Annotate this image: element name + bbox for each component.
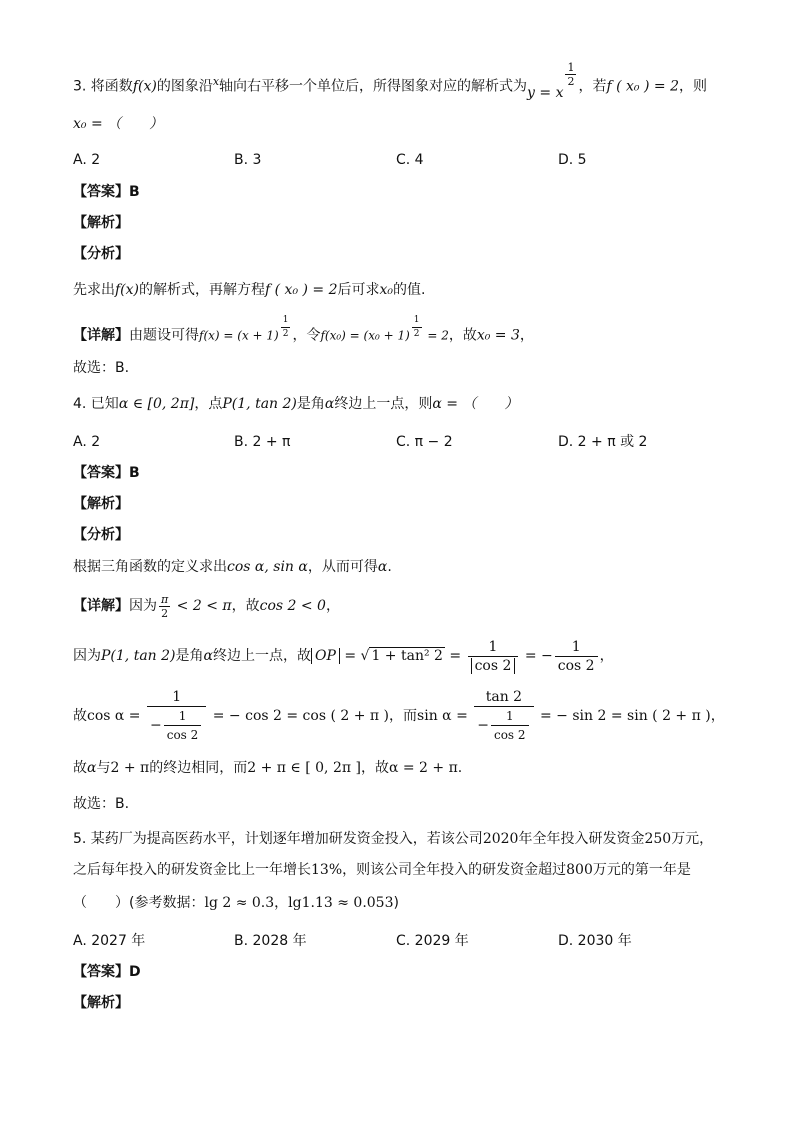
- q5-line2-b: ，则该公司全年投入的研发资金超过: [342, 862, 567, 878]
- q4-alpha: α: [324, 396, 335, 412]
- q3-detail-exp1-den: 2: [282, 329, 289, 339]
- q4-d3-siden: cos 2: [493, 728, 526, 742]
- q5-ref1: lg 2 ≈ 0.3: [204, 895, 275, 911]
- q3-analysis: [73, 280, 426, 300]
- q3-detail-expr1: f(x) = (x + 1): [199, 328, 279, 343]
- q4-d1-frac: [159, 593, 170, 620]
- q4-stem-d: 终边上一点，则: [334, 396, 433, 412]
- q4-d3-end: ，: [710, 708, 725, 724]
- q4-d2-end: ，: [599, 648, 614, 664]
- q4-option-c: C. π − 2: [396, 434, 453, 450]
- q3-analysis-a: 先求出: [73, 282, 115, 298]
- q4-d3-sin: sin α =: [417, 708, 473, 724]
- q4-answer: 【答案】B: [73, 465, 140, 481]
- q5-line3-c: ): [393, 895, 399, 911]
- q4-d3-a: 故: [73, 708, 87, 724]
- q4-analysis-b: ，从而可得: [307, 559, 378, 575]
- q5-option-b: B. 2028 年: [234, 933, 307, 949]
- q3-exp-num: 1: [567, 61, 575, 75]
- q3-stem-text-d: ，若: [578, 78, 607, 95]
- q4-d3-srest: = − sin 2 = sin ( 2 + π ): [535, 708, 711, 724]
- q3-analysis-d: 后可求: [337, 282, 380, 298]
- q3-condition: f ( x₀ ) = 2: [606, 78, 679, 95]
- q3-stem-text-e: ，则: [679, 78, 707, 95]
- q4-d3-sfrac: [474, 688, 533, 744]
- q3-detail-a: 由题设可得: [129, 327, 199, 344]
- q4-d2-alpha: α: [203, 648, 213, 664]
- q4-analysis-expr: cos α, sin α: [227, 559, 308, 575]
- q3-exp-den: 2: [567, 75, 575, 89]
- q4-d4-d: ，故: [360, 760, 389, 776]
- q4-d4-expr: 2 + π: [110, 760, 150, 776]
- q3-fx: f(x): [132, 78, 157, 95]
- q4-d4-expr3: α = 2 + π: [388, 760, 458, 776]
- q5-ref2: lg1.13 ≈ 0.053: [288, 895, 394, 911]
- q4-d2-eq2: =: [444, 648, 466, 664]
- q4-d1-pi: π: [161, 592, 169, 606]
- q5-jiexi: 【解析】: [73, 995, 129, 1011]
- q4-cond1: α ∈ [0, 2π]: [118, 396, 195, 412]
- q4-option-b: B. 2 + π: [234, 434, 291, 450]
- q4-jiexi: 【解析】: [73, 496, 129, 512]
- q3-option-b: B. 3: [234, 152, 262, 168]
- q4-d2-num: 1: [468, 638, 519, 657]
- q5-line1-c: 万元，: [671, 831, 714, 847]
- q3-ask: x₀ = （ ）: [73, 116, 164, 132]
- q3-detail-exp1-num: 1: [281, 314, 291, 328]
- q4-stem-c: 是角: [296, 396, 325, 412]
- q5-target: 800: [566, 862, 593, 878]
- q4-d2-sqrt: 1 + tan² 2: [371, 648, 443, 664]
- q5-stem-line2: [73, 860, 691, 880]
- q4-stem-b: ，点: [194, 396, 223, 412]
- q3-detail-exp1: [281, 314, 291, 341]
- q3-detail-b: ，令: [292, 327, 321, 344]
- q4-d2-op: OP: [311, 648, 340, 664]
- q5-line2-a: 之后每年投入的研发资金比上一年增长: [73, 862, 311, 878]
- q3-detail-exp2-num: 1: [412, 314, 422, 328]
- q3-fenxi: 【分析】: [73, 246, 129, 262]
- q5-option-a: A. 2027 年: [73, 933, 146, 949]
- q3-analysis-f2: 的值.: [393, 282, 426, 298]
- q3-detail-exp2-den: 2: [413, 329, 420, 339]
- q4-d3-b: ，而: [389, 708, 418, 724]
- q4-d3-iden: cos 2: [166, 728, 199, 742]
- q5-line1-a: 5. 某药厂为提高医药水平，计划逐年增加研发资金投入，若该公司: [73, 831, 483, 847]
- q4-fenxi: 【分析】: [73, 527, 129, 543]
- q4-d3-inum: 1: [164, 707, 202, 726]
- q3-detail-expr2: f(x₀) = (x₀ + 1): [320, 328, 410, 343]
- q4-d2-eq: =: [339, 648, 361, 664]
- q4-detail-line3: [73, 686, 725, 746]
- q4-detail-line2: 因为P(1, tan 2)是角α终边上一点，故 OP = √ 1 + tan² 2 = $\frac{1}{\cos 2}$ = − $\frac{1}{\cos 2}$ ，: [73, 638, 614, 674]
- q4-d1-a: 因为: [129, 598, 157, 614]
- q3-expr-y: y = x: [527, 84, 564, 101]
- q3-option-d: D. 5: [558, 152, 587, 168]
- q3-detail-exp2: [412, 314, 422, 341]
- q4-d1-d: cos 2 < 0: [259, 598, 326, 614]
- q3-stem-line2: [73, 114, 163, 134]
- q4-stem-a: 4. 已知: [73, 396, 119, 412]
- q5-line3-b: ，: [274, 895, 289, 911]
- q4-analysis-d: .: [387, 559, 392, 575]
- q4-analysis-c: α: [377, 559, 388, 575]
- q3-final: 故选：B.: [73, 360, 130, 376]
- q5-stem-line1: [73, 829, 713, 849]
- q4-ask: α = （ ）: [432, 396, 519, 412]
- q4-d2-frac2: [555, 638, 598, 675]
- q3-detail: [73, 315, 534, 349]
- q3-exponent: [565, 61, 576, 88]
- q4-d3-rest: = − cos 2 = cos ( 2 + π ): [208, 708, 390, 724]
- q3-analysis-f: f(x): [115, 282, 140, 298]
- q4-d4-e: .: [457, 760, 463, 776]
- q3-x-axis: x: [212, 75, 220, 88]
- q5-line3-a: （ ）(参考数据：: [73, 895, 205, 911]
- q3-stem-text-b: 的图象沿: [156, 78, 213, 95]
- q5-stem-line3: [73, 893, 399, 913]
- q5-answer: 【答案】D: [73, 964, 141, 980]
- q3-stem-line1: [73, 61, 707, 101]
- q5-line1-b: 年全年投入研发资金: [518, 831, 645, 847]
- q5-line2-c: 万元的第一年是: [592, 862, 691, 878]
- q5-year: 2020: [482, 831, 519, 847]
- q4-d1-e: ，: [325, 598, 340, 614]
- q3-answer: 【答案】B: [73, 184, 140, 200]
- q4-d2-c: 终边上一点，故: [212, 648, 311, 664]
- q4-d4-c: 的终边相同，而: [149, 760, 248, 776]
- q4-d3-cos: cos α =: [87, 708, 145, 724]
- q4-d4-expr2: 2 + π ∈ [ 0, 2π ]: [247, 760, 361, 776]
- q4-final: 故选：B.: [73, 796, 130, 812]
- q3-option-c: C. 4: [396, 152, 424, 168]
- q4-d1-c: ，故: [231, 598, 260, 614]
- q4-option-d: D. 2 + π 或 2: [558, 434, 648, 450]
- q4-analysis: [73, 557, 392, 577]
- q4-d4-b: 与: [96, 760, 111, 776]
- q4-d2-b: 是角: [175, 648, 204, 664]
- q3-analysis-e: x₀: [379, 282, 394, 298]
- q4-d3-snum: tan 2: [474, 688, 533, 707]
- q5-amount: 250: [644, 831, 672, 847]
- q5-option-d: D. 2030 年: [558, 933, 632, 949]
- q3-analysis-c: f ( x₀ ) = 2: [265, 282, 338, 298]
- q4-d2-a: 因为: [73, 648, 101, 664]
- q4-d2-den2: cos 2: [557, 657, 595, 674]
- q3-option-a: A. 2: [73, 152, 101, 168]
- q4-analysis-a: 根据三角函数的定义求出: [73, 559, 227, 575]
- q3-detail-d: ，: [519, 327, 534, 344]
- q4-detail-line1: [73, 590, 340, 622]
- q4-d1-b: < 2 < π: [172, 598, 232, 614]
- q4-detail-label: 【详解】: [73, 598, 129, 614]
- q4-d2-num2: 1: [555, 638, 598, 657]
- q4-stem: [73, 394, 518, 414]
- q4-point: P(1, tan 2): [222, 396, 297, 412]
- q4-d1-two: 2: [161, 606, 169, 620]
- q3-analysis-b: 的解析式，再解方程: [139, 282, 266, 298]
- q4-d4-alpha: α: [87, 760, 97, 776]
- q3-stem-text-c: 轴向右平移一个单位后，所得图象对应的解析式为: [219, 78, 528, 95]
- q4-d2-frac1: [468, 638, 519, 675]
- q3-detail-expr3: x₀ = 3: [476, 327, 520, 344]
- q3-detail-label: 【详解】: [73, 327, 129, 344]
- q4-d2-point: P(1, tan 2): [101, 648, 176, 664]
- q4-d3-frac: [147, 688, 206, 744]
- q4-d3-minus: −: [150, 717, 162, 734]
- q4-option-a: A. 2: [73, 434, 101, 450]
- q5-rate: 13%: [311, 862, 343, 878]
- q4-d2-den: cos 2: [471, 658, 516, 674]
- q4-d3-sminus: −: [477, 717, 489, 734]
- q3-jiexi: 【解析】: [73, 215, 129, 231]
- q3-detail-expr2-tail: = 2: [423, 328, 449, 343]
- q4-d3-num: 1: [147, 688, 206, 707]
- q4-d4-a: 故: [73, 760, 87, 776]
- q4-d3-sinum: 1: [491, 707, 529, 726]
- q3-detail-c: ，故: [448, 327, 477, 344]
- q3-stem-text: 3. 将函数: [73, 78, 133, 95]
- q4-d2-eq3: = −: [520, 648, 553, 664]
- q5-option-c: C. 2029 年: [396, 933, 469, 949]
- q4-detail-line4: [73, 758, 462, 778]
